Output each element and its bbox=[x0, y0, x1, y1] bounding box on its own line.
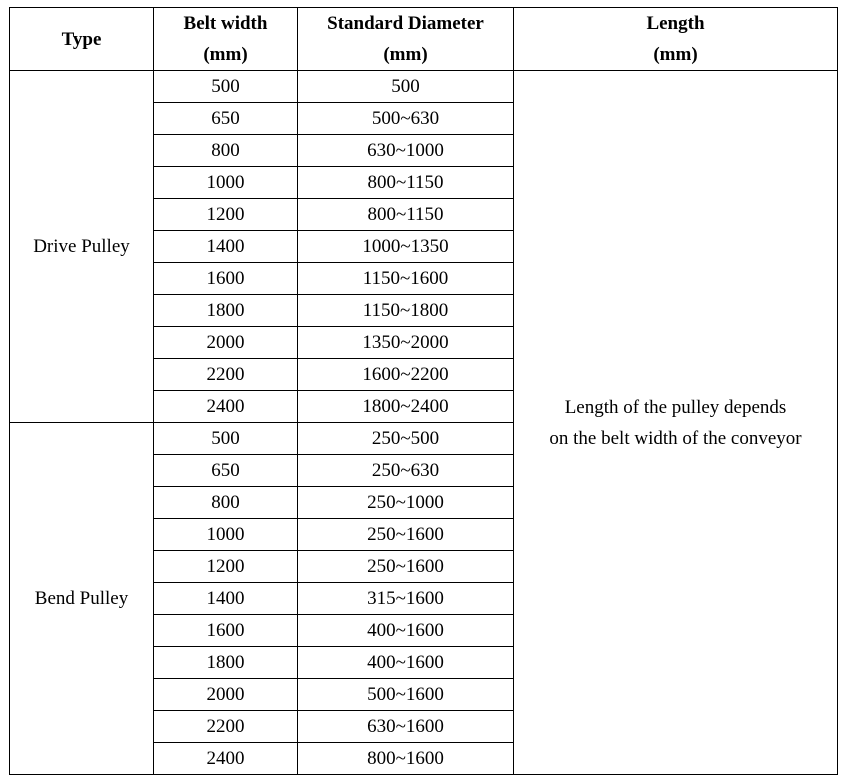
table-body bbox=[10, 71, 838, 775]
belt-width-cell: 2400 bbox=[154, 391, 298, 423]
belt-width-cell: 1400 bbox=[154, 583, 298, 615]
standard-diameter-cell: 500 bbox=[298, 71, 514, 103]
pulley-type-cell: Bend Pulley bbox=[10, 423, 154, 775]
standard-diameter-cell: 250~1000 bbox=[298, 487, 514, 519]
header-diameter-unit: (mm) bbox=[383, 44, 428, 65]
belt-width-cell: 1000 bbox=[154, 167, 298, 199]
belt-width-cell: 500 bbox=[154, 71, 298, 103]
belt-width-cell: 800 bbox=[154, 487, 298, 519]
belt-width-cell: 1000 bbox=[154, 519, 298, 551]
belt-width-cell: 2200 bbox=[154, 711, 298, 743]
standard-diameter-cell: 1150~1800 bbox=[298, 295, 514, 327]
header-length-label: Length bbox=[646, 13, 705, 34]
standard-diameter-cell: 500~630 bbox=[298, 103, 514, 135]
pulley-type-cell: Drive Pulley bbox=[10, 71, 154, 423]
belt-width-cell: 650 bbox=[154, 103, 298, 135]
standard-diameter-cell: 315~1600 bbox=[298, 583, 514, 615]
belt-width-cell: 1600 bbox=[154, 263, 298, 295]
standard-diameter-cell: 1350~2000 bbox=[298, 327, 514, 359]
belt-width-cell: 1200 bbox=[154, 199, 298, 231]
header-row bbox=[10, 8, 838, 71]
standard-diameter-cell: 250~1600 bbox=[298, 519, 514, 551]
header-standard-diameter bbox=[298, 8, 514, 71]
length-note-line: Length of the pulley depends bbox=[564, 396, 787, 418]
standard-diameter-cell: 400~1600 bbox=[298, 615, 514, 647]
standard-diameter-cell: 250~630 bbox=[298, 455, 514, 487]
standard-diameter-cell: 250~500 bbox=[298, 423, 514, 455]
header-diameter-label: Standard Diameter bbox=[327, 13, 484, 34]
belt-width-cell: 1200 bbox=[154, 551, 298, 583]
standard-diameter-cell: 800~1150 bbox=[298, 167, 514, 199]
standard-diameter-cell: 1150~1600 bbox=[298, 263, 514, 295]
length-note-cell bbox=[514, 71, 838, 775]
belt-width-cell: 2000 bbox=[154, 679, 298, 711]
standard-diameter-cell: 1000~1350 bbox=[298, 231, 514, 263]
standard-diameter-cell: 250~1600 bbox=[298, 551, 514, 583]
belt-width-cell: 800 bbox=[154, 135, 298, 167]
standard-diameter-cell: 1800~2400 bbox=[298, 391, 514, 423]
header-belt-width bbox=[154, 8, 298, 71]
belt-width-cell: 2400 bbox=[154, 743, 298, 775]
standard-diameter-cell: 630~1600 bbox=[298, 711, 514, 743]
standard-diameter-cell: 500~1600 bbox=[298, 679, 514, 711]
belt-width-cell: 2000 bbox=[154, 327, 298, 359]
header-length-unit: (mm) bbox=[653, 44, 698, 65]
standard-diameter-cell: 400~1600 bbox=[298, 647, 514, 679]
belt-width-cell: 1800 bbox=[154, 647, 298, 679]
belt-width-cell: 2200 bbox=[154, 359, 298, 391]
header-belt-width-unit: (mm) bbox=[203, 44, 248, 65]
belt-width-cell: 500 bbox=[154, 423, 298, 455]
header-type: Type bbox=[10, 8, 154, 71]
standard-diameter-cell: 1600~2200 bbox=[298, 359, 514, 391]
header-belt-width-label: Belt width bbox=[183, 13, 268, 34]
belt-width-cell: 1600 bbox=[154, 615, 298, 647]
length-note-line: on the belt width of the conveyor bbox=[549, 427, 802, 449]
header-length bbox=[514, 8, 838, 71]
belt-width-cell: 1800 bbox=[154, 295, 298, 327]
pulley-spec-table bbox=[9, 7, 838, 775]
table-row bbox=[10, 71, 838, 103]
standard-diameter-cell: 800~1150 bbox=[298, 199, 514, 231]
standard-diameter-cell: 630~1000 bbox=[298, 135, 514, 167]
belt-width-cell: 650 bbox=[154, 455, 298, 487]
standard-diameter-cell: 800~1600 bbox=[298, 743, 514, 775]
belt-width-cell: 1400 bbox=[154, 231, 298, 263]
